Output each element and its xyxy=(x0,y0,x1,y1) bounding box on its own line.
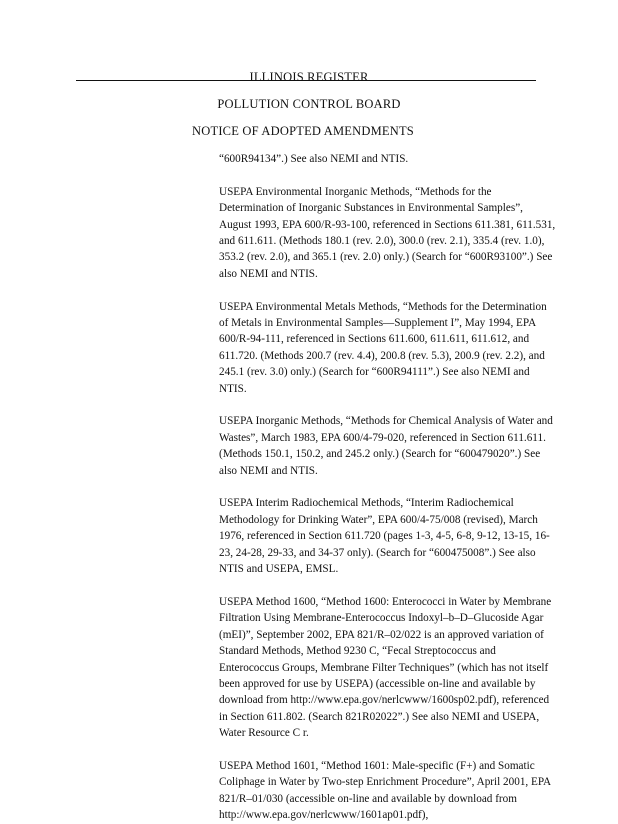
paragraph-radiochemical-methods: USEPA Interim Radiochemical Methods, “Interim Radiochemical Methodology for Drinking Water”, EPA 600/4-75/008 (revised), March 1976, referenced in Section 611.720 (pages 1-3, 4-5, 6-8, 9-12, 13-15, 16-23, 24-28, 29-33, and 34-37 only). (Search for “600475008”.) See also NTIS and USEPA, EMSL. xyxy=(219,497,550,576)
board-title: POLLUTION CONTROL BOARD xyxy=(217,97,401,111)
paragraph-metals-methods: USEPA Environmental Metals Methods, “Methods for the Determination of Metals in Environmental Samples—Supplement I”, May 1994, EPA 600/R-94-111, referenced in Sections 611.600, 611.611, 611.612, and 611.720. (Methods 200.7 (rev. 4.4), 200.8 (rev. 5.3), 200.9 (rev. 2.2), and 245.1 (rev. 3.0) only.) (Search for “600R94111”.) See also NEMI and NTIS. xyxy=(219,300,547,395)
paragraph-continuation: “600R94134”.) See also NEMI and NTIS. xyxy=(219,153,409,165)
paragraph-chemical-analysis: USEPA Inorganic Methods, “Methods for Chemical Analysis of Water and Wastes”, March 1983, EPA 600/4-79-020, referenced in Section 611.611. (Methods 150.1, 150.2, and 245.2 only.) (Search for “600479020”.) See also NEMI and NTIS. xyxy=(219,415,553,477)
register-title: ILLINOIS REGISTER xyxy=(249,70,369,84)
paragraph-method-1600: USEPA Method 1600, “Method 1600: Enterococci in Water by Membrane Filtration Using Membrane-Enterococcus Indoxyl–b–D–Glucoside Agar (mEI)”, September 2002, EPA 821/R–02/022 is an approved variation of Standard Methods, Method 9230 C, “Fecal Streptococcus and Enterococcus Groups, Membrane Filter Techniques” (which has not itself been approved for use by USEPA) (accessible on-line and available by download from http://www.epa.gov/nerlcwww/1600sp02.pdf), referenced in Section 611.802. (Search 821R02022”.) See also NEMI and USEPA, Water Resource C r. xyxy=(219,595,552,740)
document-body xyxy=(219,151,557,824)
paragraph-method-1601: USEPA Method 1601, “Method 1601: Male-specific (F+) and Somatic Coliphage in Water by Two-step Enrichment Procedure”, April 2001, EPA 821/R–01/030 (accessible on-line and available by download from http://www.epa.gov/nerlcwww/1601ap01.pdf), xyxy=(219,759,551,822)
notice-title: NOTICE OF ADOPTED AMENDMENTS xyxy=(192,124,414,138)
paragraph-inorganic-methods: USEPA Environmental Inorganic Methods, “Methods for the Determination of Inorganic Substances in Environmental Samples”, August 1993, EPA 600/R-93-100, referenced in Sections 611.381, 611.531, and 611.611. (Methods 180.1 (rev. 2.0), 300.0 (rev. 2.1), 335.4 (rev. 1.0), 353.2 (rev. 2.0), and 365.1 (rev. 2.0) only.) (Search for “600R93100”.) See also NEMI and NTIS. xyxy=(219,185,556,280)
